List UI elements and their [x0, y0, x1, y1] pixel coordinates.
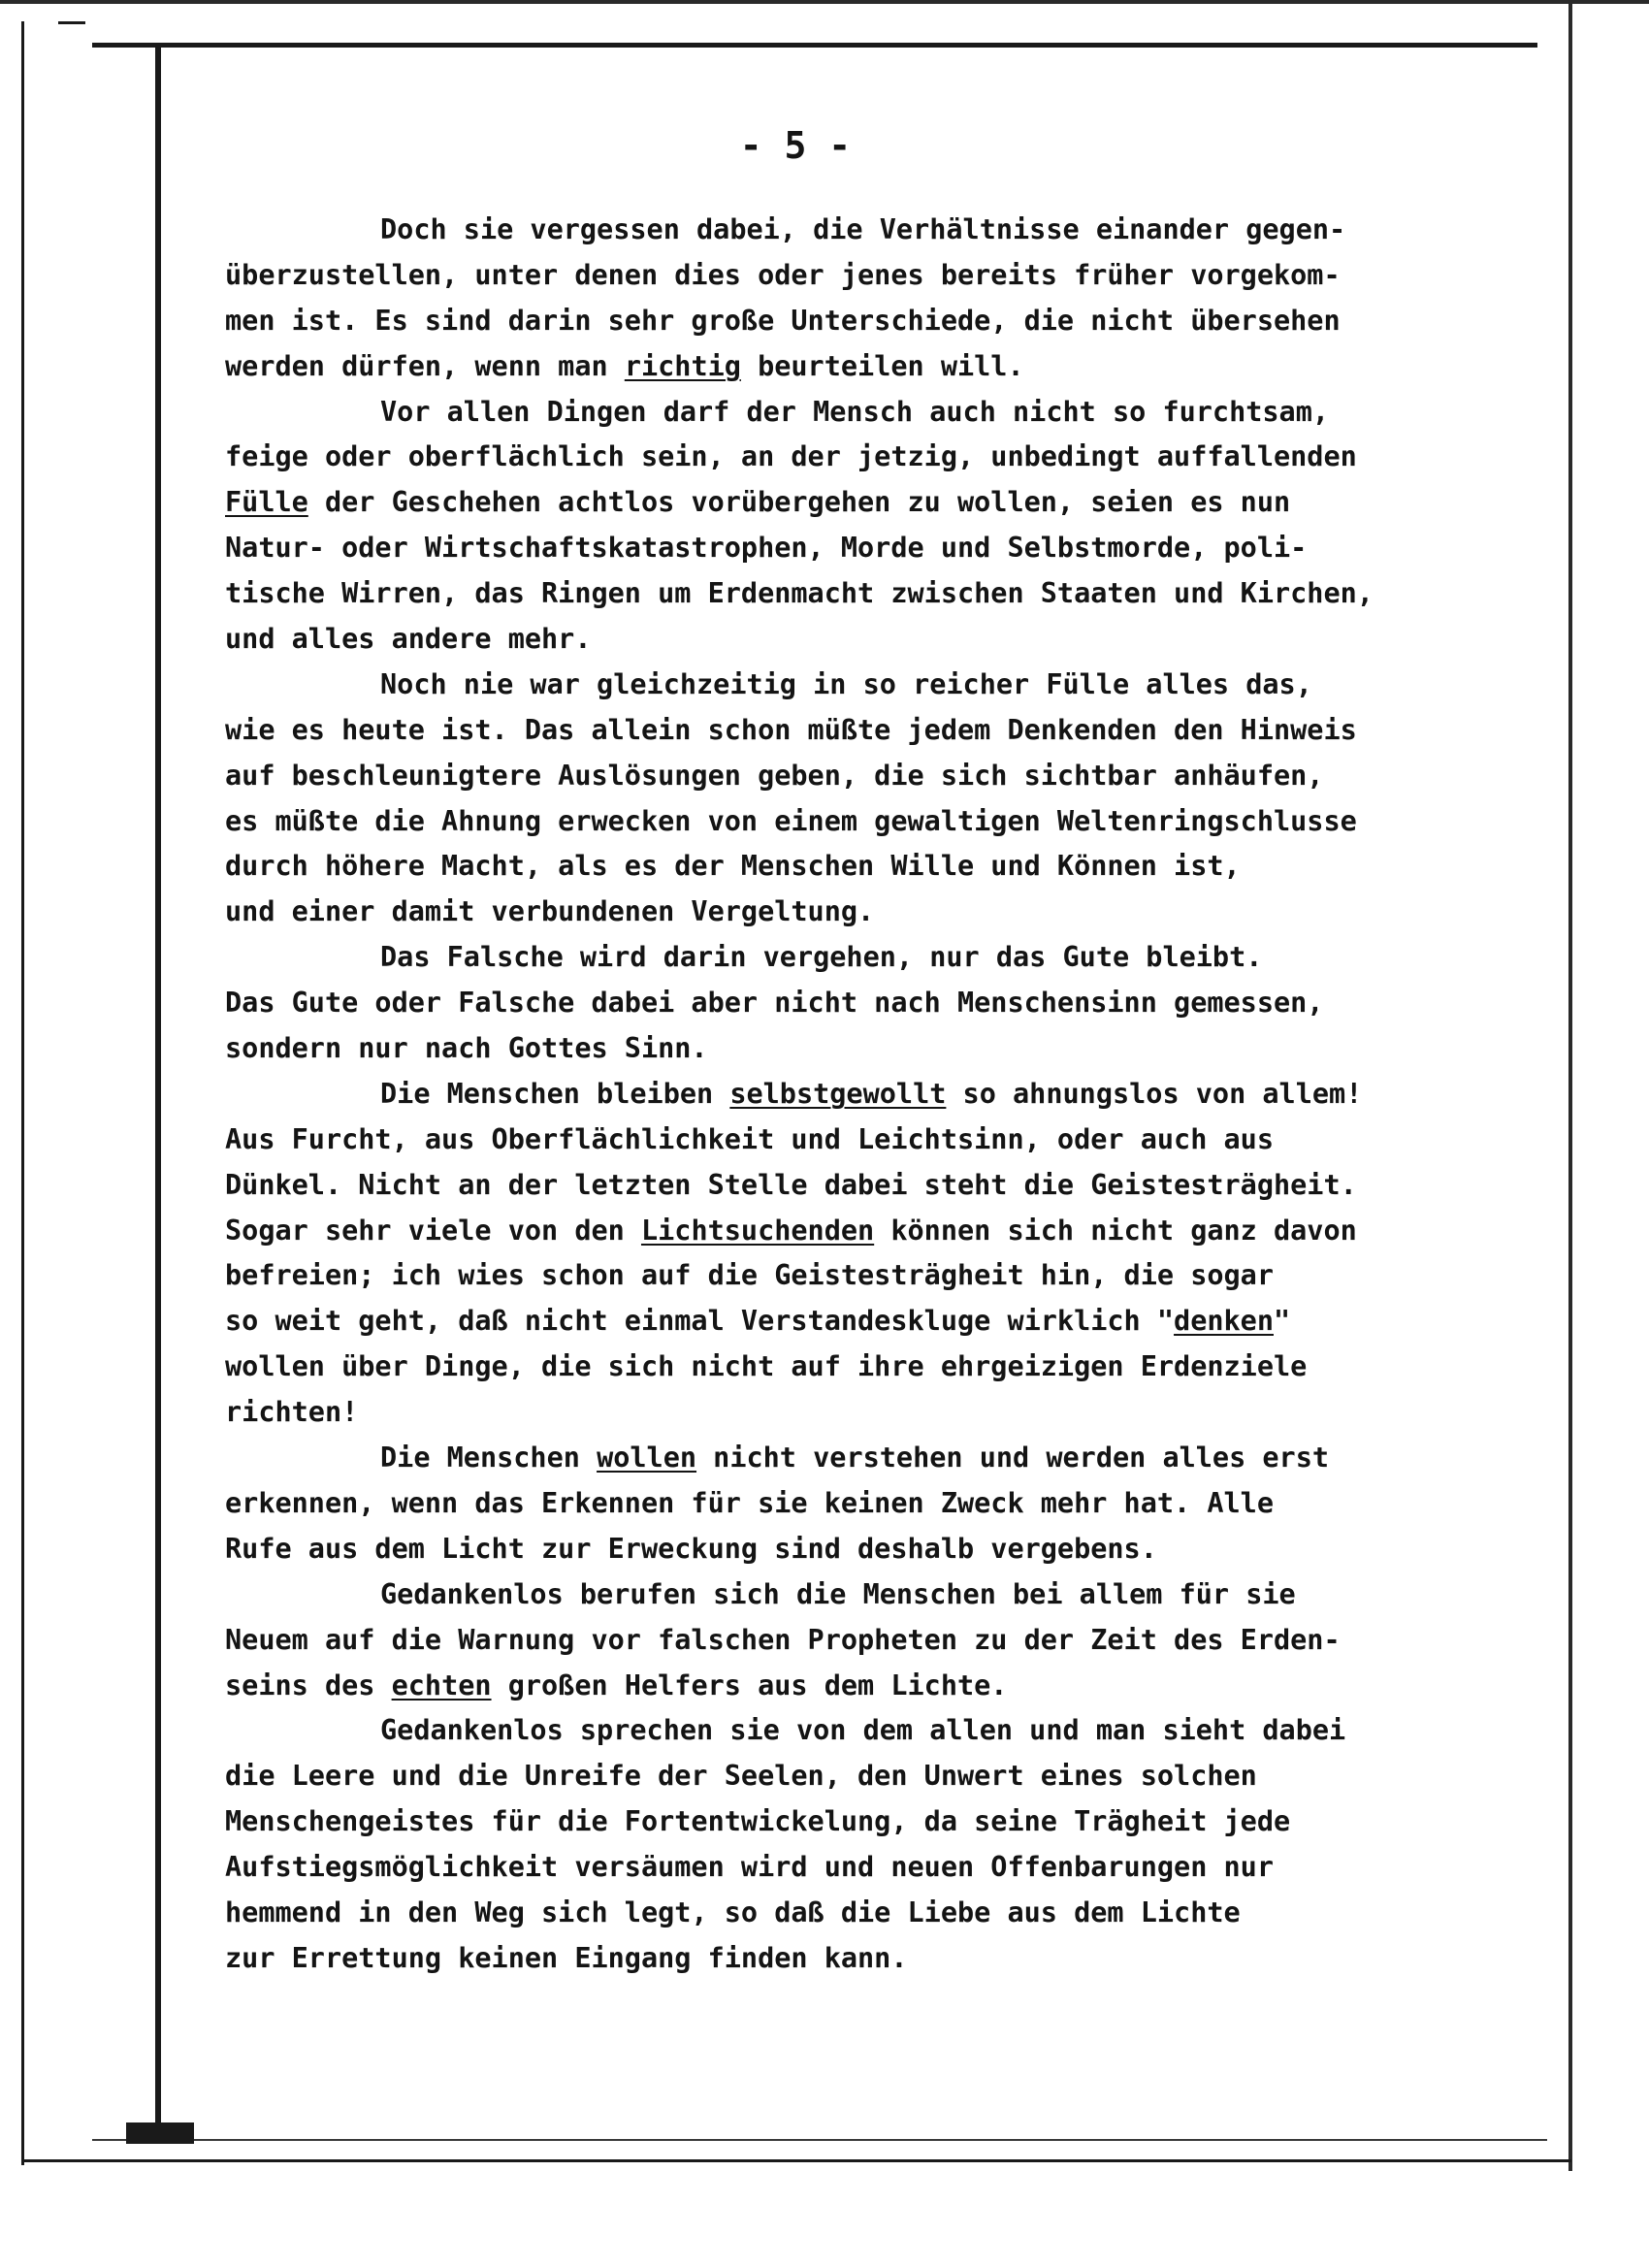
frame-line-bottom [92, 2139, 1547, 2141]
underlined-word: echten [391, 1669, 492, 1701]
text-line [225, 1618, 1554, 1664]
text-segment: Aufstiegsmöglichkeit versäumen wird und neuen Offenbarungen nur [225, 1851, 1274, 1884]
text-segment: Die Menschen bleiben [380, 1077, 730, 1110]
text-line [225, 754, 1554, 799]
text-segment: und einer damit verbundenen Vergeltung. [225, 895, 875, 928]
text-segment: Gedankenlos berufen sich die Menschen bei allem für sie [380, 1577, 1296, 1610]
text-line [225, 390, 1554, 436]
frame-foot [126, 2122, 194, 2144]
text-line [225, 571, 1554, 617]
text-line [225, 1118, 1554, 1163]
text-line [225, 253, 1554, 299]
underlined-word: selbstgewollt [729, 1077, 947, 1110]
text-segment: Dünkel. Nicht an der letzten Stelle dabei steht die Geistesträgheit. [225, 1168, 1357, 1201]
text-segment: großen Helfers aus dem Lichte. [491, 1669, 1008, 1701]
text-line [225, 344, 1554, 390]
text-line [225, 1527, 1554, 1572]
text-segment: werden dürfen, wenn man [225, 349, 625, 382]
text-line [225, 526, 1554, 571]
text-line [225, 435, 1554, 480]
text-line [225, 480, 1554, 526]
underlined-word: Fülle [225, 486, 308, 519]
text-segment: überzustellen, unter denen dies oder jenes bereits früher vorgekom- [225, 258, 1341, 291]
scan-border-bottom [21, 2159, 1571, 2162]
text-segment: Noch nie war gleichzeitig in so reicher Fülle alles das, [380, 667, 1312, 700]
text-segment: Natur- oder Wirtschaftskatastrophen, Morde und Selbstmorde, poli- [225, 532, 1308, 565]
text-segment: richten! [225, 1396, 359, 1429]
text-segment: Rufe aus dem Licht zur Erweckung sind deshalb vergebens. [225, 1532, 1157, 1565]
text-segment: hemmend in den Weg sich legt, so daß die Liebe aus dem Lichte [225, 1895, 1241, 1928]
text-line [225, 1345, 1554, 1390]
text-segment: Das Gute oder Falsche dabei aber nicht nach Menschensinn gemessen, [225, 987, 1324, 1020]
text-line [225, 1754, 1554, 1799]
scan-border-right [1568, 0, 1572, 2171]
text-segment: es müßte die Ahnung erwecken von einem gewaltigen Weltenringschlusse [225, 804, 1357, 837]
text-line [225, 1664, 1554, 1709]
text-line [225, 1072, 1554, 1118]
text-segment: Gedankenlos sprechen sie von dem allen und man sieht dabei [380, 1714, 1346, 1747]
text-line [225, 1936, 1554, 1982]
frame-line-left [155, 43, 161, 2138]
body-text [225, 208, 1554, 1982]
text-line [225, 1481, 1554, 1527]
text-segment: wie es heute ist. Das allein schon müßte jedem Denkenden den Hinweis [225, 713, 1357, 746]
text-line [225, 663, 1554, 708]
text-segment: men ist. Es sind darin sehr große Unterschiede, die nicht übersehen [225, 304, 1341, 337]
text-line [225, 1891, 1554, 1936]
text-segment: sondern nur nach Gottes Sinn. [225, 1032, 708, 1065]
text-segment: der Geschehen achtlos vorübergehen zu wollen, seien es nun [307, 486, 1291, 519]
text-line [225, 1845, 1554, 1891]
text-segment: so weit geht, daß nicht einmal Verstandeskluge wirklich " [225, 1305, 1175, 1338]
text-segment: Vor allen Dingen darf der Mensch auch nicht so furchtsam, [380, 395, 1330, 428]
text-line [225, 1436, 1554, 1481]
text-line [225, 1799, 1554, 1845]
text-segment: feige oder oberflächlich sein, an der jetzig, unbedingt auffallenden [225, 440, 1357, 473]
text-segment: befreien; ich wies schon auf die Geistesträgheit hin, die sogar [225, 1259, 1274, 1292]
scan-border-top [0, 0, 1649, 4]
text-line [225, 299, 1554, 344]
text-segment: Aus Furcht, aus Oberflächlichkeit und Leichtsinn, oder auch aus [225, 1122, 1274, 1155]
text-line [225, 708, 1554, 754]
underlined-word: Lichtsuchenden [640, 1214, 875, 1247]
text-line [225, 617, 1554, 663]
text-segment: auf beschleunigtere Auslösungen geben, die sich sichtbar anhäufen, [225, 759, 1324, 792]
text-segment: Menschengeistes für die Fortentwickelung, da seine Trägheit jede [225, 1805, 1291, 1838]
page-number: - 5 - [739, 124, 852, 167]
underlined-word: denken [1174, 1305, 1274, 1338]
scan-border-corner [58, 21, 85, 24]
text-line [225, 799, 1554, 845]
text-line [225, 1209, 1554, 1254]
text-line [225, 1163, 1554, 1209]
text-line [225, 890, 1554, 935]
text-segment: Die Menschen [380, 1442, 598, 1474]
text-line [225, 1708, 1554, 1754]
text-line [225, 935, 1554, 981]
text-line [225, 1390, 1554, 1436]
text-segment: Doch sie vergessen dabei, die Verhältnisse einander gegen- [380, 213, 1346, 245]
text-line [225, 1253, 1554, 1299]
text-segment: tische Wirren, das Ringen um Erdenmacht zwischen Staaten und Kirchen, [225, 577, 1374, 610]
text-line [225, 1026, 1554, 1072]
underlined-word: wollen [597, 1442, 697, 1474]
text-segment: durch höhere Macht, als es der Menschen Wille und Können ist, [225, 850, 1241, 883]
text-segment: so ahnungslos von allem! [946, 1077, 1363, 1110]
text-segment: Neuem auf die Warnung vor falschen Propheten zu der Zeit des Erden- [225, 1623, 1341, 1656]
text-segment: Das Falsche wird darin vergehen, nur das Gute bleibt. [380, 941, 1263, 974]
text-line [225, 1299, 1554, 1345]
text-segment: die Leere und die Unreife der Seelen, den Unwert eines solchen [225, 1760, 1257, 1793]
text-line [225, 981, 1554, 1026]
scan-border-left [21, 21, 24, 2165]
text-segment: nicht verstehen und werden alles erst [696, 1442, 1330, 1474]
text-segment: erkennen, wenn das Erkennen für sie keinen Zweck mehr hat. Alle [225, 1486, 1274, 1519]
text-segment: " [1274, 1305, 1291, 1338]
text-segment: seins des [225, 1669, 392, 1701]
text-segment: wollen über Dinge, die sich nicht auf ihre ehrgeizigen Erdenziele [225, 1350, 1308, 1383]
text-line [225, 208, 1554, 253]
frame-line-top [92, 43, 1537, 48]
text-segment: beurteilen will. [740, 349, 1024, 382]
text-line [225, 844, 1554, 890]
text-line [225, 1572, 1554, 1618]
text-segment: zur Errettung keinen Eingang finden kann. [225, 1941, 908, 1974]
underlined-word: richtig [624, 349, 741, 382]
text-segment: können sich nicht ganz davon [874, 1214, 1357, 1247]
text-segment: und alles andere mehr. [225, 623, 592, 656]
text-segment: Sogar sehr viele von den [225, 1214, 641, 1247]
